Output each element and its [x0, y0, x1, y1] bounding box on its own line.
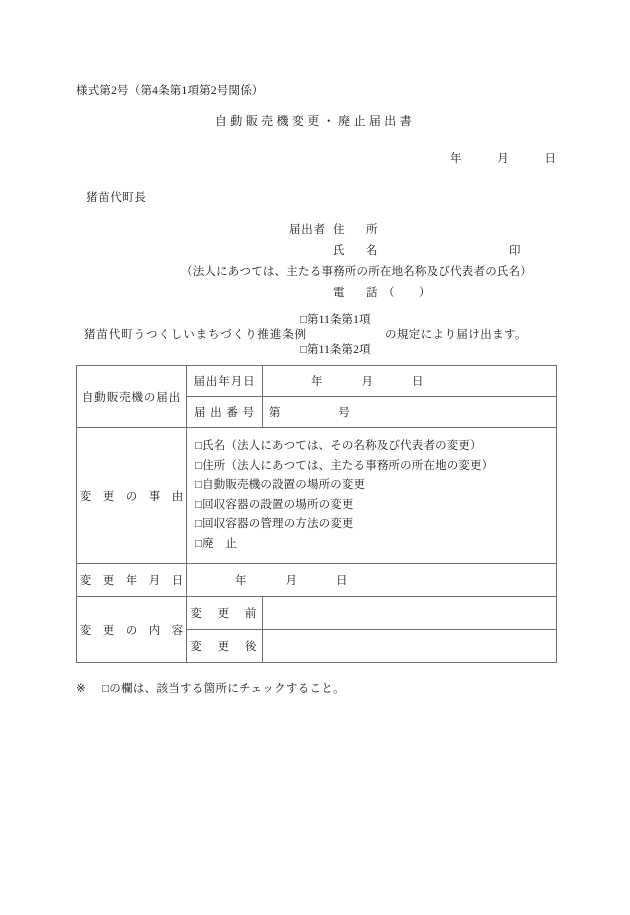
- clause-checkbox-article11-paragraph2[interactable]: □第11条第2項: [300, 344, 371, 356]
- submission-date-line: [0, 150, 556, 166]
- ordinance-name: 猪苗代町うつくしいまちづくり推進条例: [84, 329, 308, 341]
- change-after-value[interactable]: [263, 630, 557, 663]
- ordinance-clause-block: [0, 311, 630, 359]
- phone-number-field: （ ）: [383, 287, 431, 299]
- change-date-day: 日: [335, 575, 348, 587]
- table-row: [77, 366, 557, 397]
- change-content-label: [77, 597, 187, 663]
- notification-date-month: 月: [361, 376, 374, 388]
- change-reason-list: [187, 428, 556, 563]
- submitter-label: 届出者: [289, 224, 326, 236]
- submitter-name-row: [0, 242, 630, 263]
- notification-date-value[interactable]: [263, 366, 557, 397]
- change-after-label-text: 変 更 後: [190, 641, 259, 653]
- table-row: [77, 597, 557, 630]
- change-before-label-text: 変 更 前: [190, 608, 259, 620]
- reason-checkbox-name[interactable]: □氏名（法人にあつては、その名称及び代表者の変更）: [195, 440, 482, 452]
- date-year-label: 年: [450, 153, 462, 165]
- change-date-label: [77, 564, 187, 597]
- submitter-name-label: 氏 名: [333, 245, 383, 257]
- change-date-label-text: 変 更 年 月 日: [79, 575, 184, 587]
- change-date-value[interactable]: [187, 564, 557, 597]
- corporate-note-row: [0, 263, 630, 284]
- change-date-month: 月: [285, 575, 298, 587]
- footnote-text: □の欄は、該当する箇所にチェックすること。: [102, 683, 345, 695]
- submitter-address-label: 住 所: [333, 224, 383, 236]
- page-title-text: 自動販売機変更・廃止届出書: [214, 114, 416, 128]
- main-form-table: [76, 365, 557, 663]
- change-reason-label: [77, 428, 187, 564]
- notification-section-label-text: 自動販売機の届出: [81, 391, 182, 404]
- notification-number-label: [187, 397, 263, 428]
- clause-tail-text: の規定により届け出ます。: [385, 329, 527, 341]
- notification-number-suffix: 号: [338, 407, 350, 419]
- change-after-label: [187, 630, 263, 663]
- form-number: 様式第2号（第4条第1項第2号関係）: [76, 85, 264, 97]
- table-row: [77, 564, 557, 597]
- notification-date-day: 日: [411, 376, 424, 388]
- reason-checkbox-address[interactable]: □住所（法人にあつては、主たる事務所の所在地の変更）: [195, 459, 494, 472]
- notification-number-value[interactable]: [263, 397, 557, 428]
- notification-number-label-text: 届 出 番 号: [194, 407, 255, 419]
- date-month-label: 月: [497, 153, 509, 165]
- notification-date-label-text: 届出年月日: [193, 376, 256, 388]
- notification-section-label: [77, 366, 187, 428]
- notification-date-label: [187, 366, 263, 397]
- submitter-phone-row: [0, 284, 630, 305]
- reason-checkbox-collection-container-location[interactable]: □回収容器の設置の場所の変更: [195, 498, 354, 511]
- change-reason-label-text: 変 更 の 事 由: [79, 490, 184, 503]
- addressee: 猪苗代町長: [86, 192, 147, 204]
- phone-label: 電 話: [333, 287, 383, 299]
- page-title: [0, 112, 630, 129]
- clause-checkbox-article11-paragraph1[interactable]: □第11条第1項: [300, 314, 371, 326]
- notification-number-prefix: 第: [269, 407, 281, 419]
- table-row: [77, 428, 557, 564]
- change-date-year: 年: [235, 575, 247, 587]
- footnote: [76, 680, 345, 696]
- change-before-value[interactable]: [263, 597, 557, 630]
- change-reason-options: [187, 428, 557, 564]
- notification-date-year: 年: [311, 376, 323, 388]
- date-day-label: 日: [544, 153, 556, 165]
- seal-mark: 印: [509, 245, 521, 257]
- reason-checkbox-collection-container-management[interactable]: □回収容器の管理の方法の変更: [195, 518, 354, 530]
- footnote-mark: ※: [76, 683, 86, 695]
- corporate-note: （法人にあつては、主たる事務所の所在地名称及び代表者の氏名）: [181, 266, 532, 278]
- change-content-label-text: 変 更 の 内 容: [79, 624, 184, 637]
- submitter-address-row: [0, 221, 630, 242]
- reason-checkbox-vending-machine-location[interactable]: □自動販売機の設置の場所の変更: [195, 479, 366, 491]
- reason-checkbox-abolition[interactable]: □廃 止: [195, 537, 238, 550]
- change-before-label: [187, 597, 263, 630]
- submitter-block: [0, 221, 630, 305]
